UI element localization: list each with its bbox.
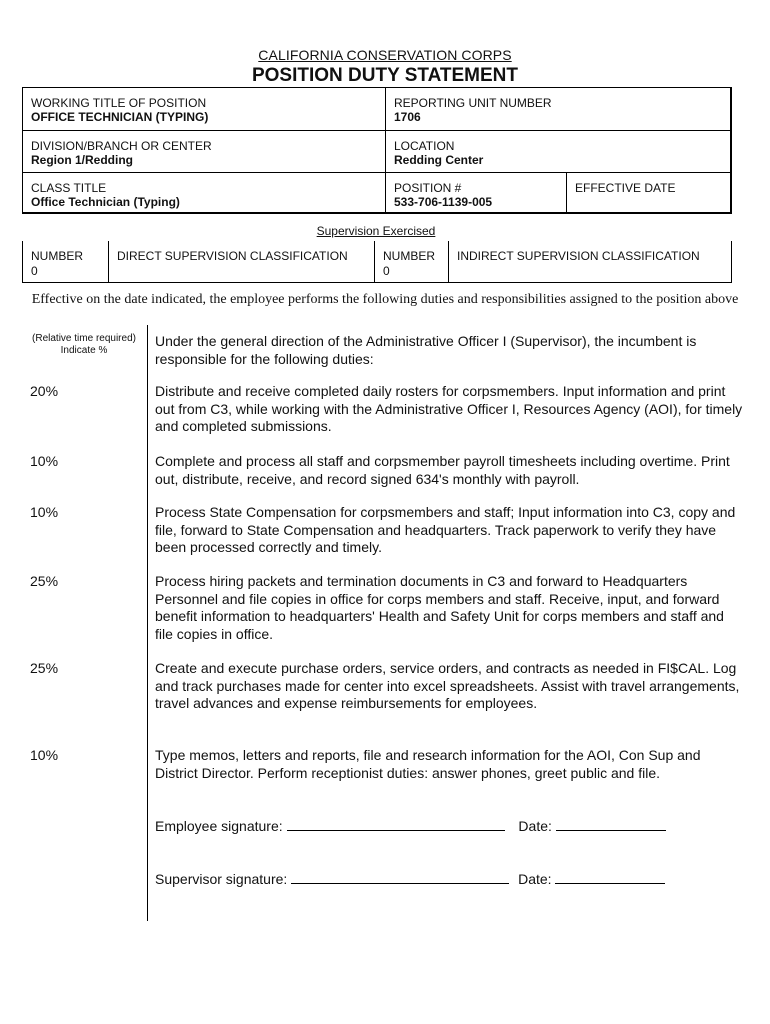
position-info-row-2 [23,130,730,172]
direct-classification-cell [108,241,374,282]
organization-name: CALIFORNIA CONSERVATION CORPS [258,47,512,63]
employee-date-line[interactable] [556,818,666,831]
class-title-label: CLASS TITLE [31,181,107,195]
duty-1-percent: 20% [30,383,59,399]
indirect-number-value: 0 [383,264,390,278]
direct-number-cell [23,241,108,282]
working-title-label: WORKING TITLE OF POSITION [31,96,207,110]
duty-3-percent: 10% [30,504,59,520]
position-number-cell [385,173,566,213]
position-info-row-1 [23,88,730,130]
duty-3-text: Process State Compensation for corpsmembers and staff; Input information into C3, copy and file, forward to State Compensation and headquarters. Track paperwork to verify they have been processed correctly and timely. [155,504,736,555]
employee-signature-line[interactable] [287,818,505,831]
location-cell [385,131,730,172]
supervisor-date-label: Date: [518,871,552,887]
position-number-value: 533-706-1139-005 [394,195,493,209]
duty-2-text: Complete and process all staff and corpsmember payroll timesheets including overtime. Print out, distribute, receive, and record signed 634's monthly with payroll. [155,453,730,487]
location-label: LOCATION [394,139,455,153]
relative-time-hint [24,333,144,357]
reporting-unit-value: 1706 [394,110,421,124]
lead-statement: Under the general direction of the Administrative Officer I (Supervisor), the incumbent is responsible for the following duties: [155,333,697,367]
working-title-cell [23,88,385,130]
column-divider [147,325,148,921]
duty-4-percent: 25% [30,573,59,589]
indirect-number-label: NUMBER [383,249,436,263]
division-label: DIVISION/BRANCH OR CENTER [31,139,212,153]
effective-date-cell [566,173,730,213]
duty-5-text: Create and execute purchase orders, service orders, and contracts as needed in FI$CAL. Log and track purchases made for center into excel spreadsheets. Assist with travel arrangements, travel advances and expense reimbursements for employees. [155,660,740,711]
supervisor-date-line[interactable] [555,871,665,884]
position-info-table [22,87,732,214]
intro-statement: Effective on the date indicated, the employee performs the following duties and responsibilities assigned to the position above [31,292,739,307]
indirect-classification-cell [448,241,731,282]
employee-signature-label: Employee signature: [155,818,283,834]
direct-number-label: NUMBER [31,249,84,263]
duty-1-text: Distribute and receive completed daily rosters for corpsmembers. Input information and print out from C3, while working with the Administrative Officer I, Resources Agency (AOI), for timely and completed submissions. [155,383,743,434]
duty-5-percent: 25% [30,660,59,676]
division-value: Region 1/Redding [31,153,133,167]
document-title: POSITION DUTY STATEMENT [251,65,518,86]
direct-number-value: 0 [31,264,38,278]
supervisor-signature-line[interactable] [291,871,509,884]
supervisor-signature-row [155,870,665,888]
class-title-cell [23,173,385,213]
supervision-table [22,241,732,283]
direct-classification-label: DIRECT SUPERVISION CLASSIFICATION [117,249,348,263]
working-title-value: OFFICE TECHNICIAN (TYPING) [31,110,209,124]
relative-time-hint-line-2: Indicate % [60,345,108,356]
duty-6-text: Type memos, letters and reports, file and research information for the AOI, Con Sup and District Director. Perform receptionist duties: answer phones, greet public and file. [155,747,701,781]
effective-date-label: EFFECTIVE DATE [575,181,676,195]
location-value: Redding Center [394,153,484,167]
class-title-value: Office Technician (Typing) [31,195,180,209]
employee-signature-row [155,817,666,835]
indirect-classification-label: INDIRECT SUPERVISION CLASSIFICATION [457,249,700,263]
duty-2-percent: 10% [30,453,59,469]
position-info-row-3 [23,172,730,213]
supervisor-signature-label: Supervisor signature: [155,871,288,887]
employee-date-label: Date: [518,818,552,834]
duty-4-text: Process hiring packets and termination documents in C3 and forward to Headquarters Personnel and file copies in office for corps members and staff. Receive, input, and forward benefit information to headquarters' Health and Safety Unit for corps members and staff and file copies in office. [155,573,724,642]
relative-time-hint-line-1: (Relative time required) [32,333,136,344]
indirect-number-cell [374,241,448,282]
duty-6-percent: 10% [30,747,59,763]
division-cell [23,131,385,172]
reporting-unit-cell [385,88,730,130]
supervision-exercised-title: Supervision Exercised [316,224,436,238]
position-number-label: POSITION # [394,181,462,195]
reporting-unit-label: REPORTING UNIT NUMBER [394,96,552,110]
